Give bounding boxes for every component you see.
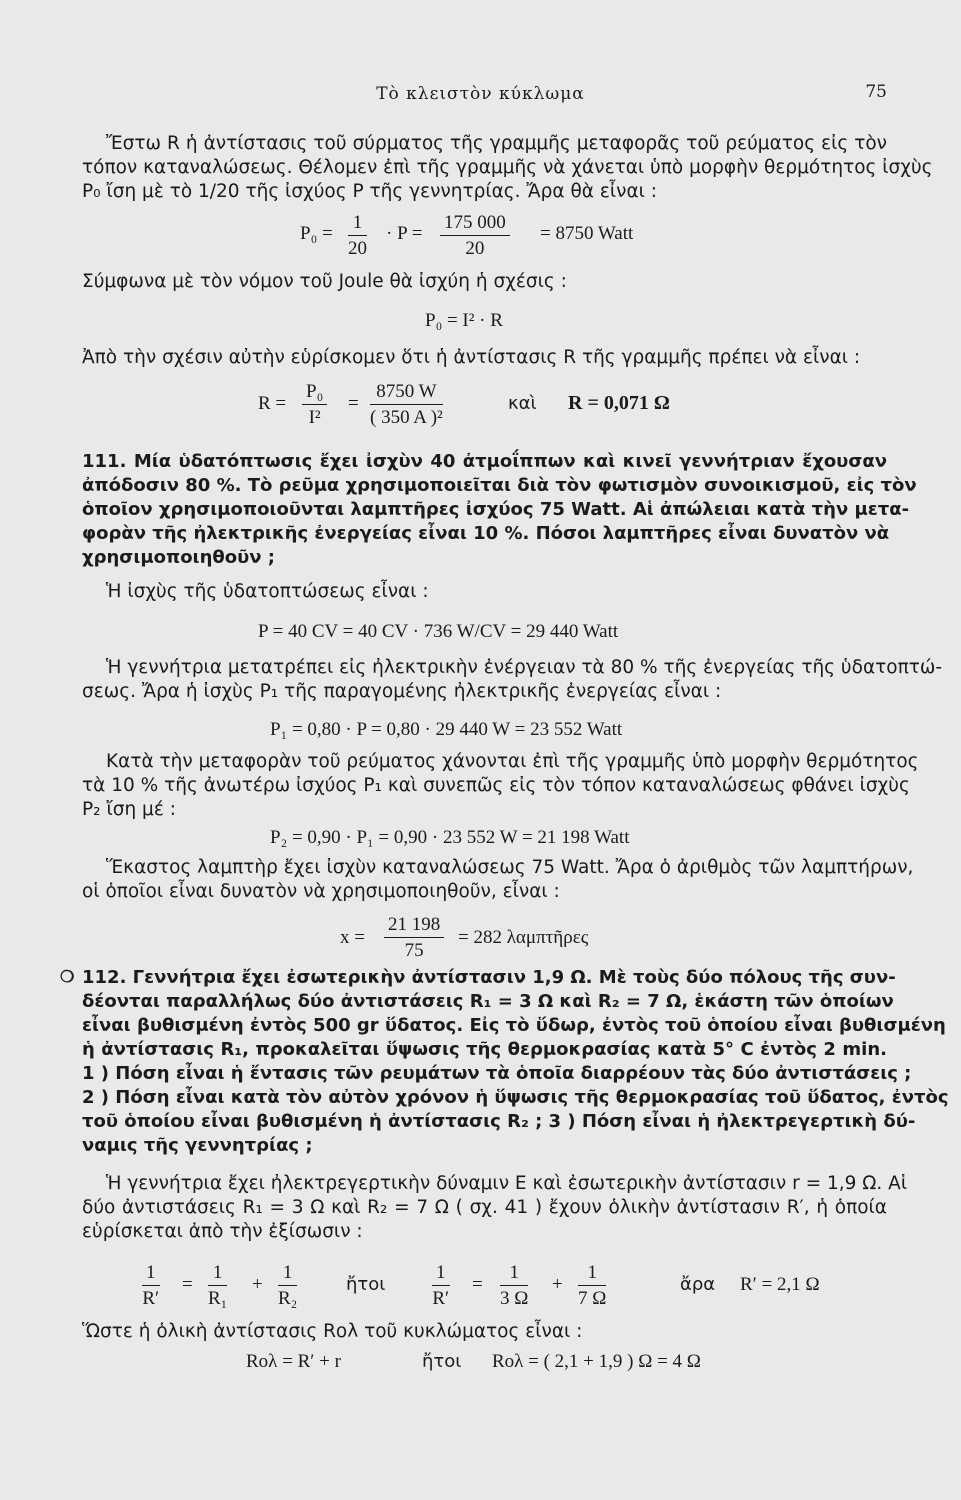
eq2: P₀ = I² · R bbox=[425, 310, 503, 331]
eq8-fraction-1 bbox=[142, 1262, 160, 1310]
eq8-f4-numerator: 1 bbox=[432, 1262, 450, 1286]
sol111-transfer-line-3: P₂ ἴση μέ : bbox=[82, 799, 176, 820]
eq8-f2-numerator: 1 bbox=[208, 1262, 227, 1286]
eq8-f6-denominator: 7 Ω bbox=[578, 1288, 607, 1309]
intro-line-1: Ἔστω R ἡ ἀντίστασις τοῦ σύρματος τῆς γραμμῆς μεταφορᾶς τοῦ ρεύματος εἰς τὸν bbox=[106, 133, 887, 154]
eq1-frac2-denominator: 20 bbox=[465, 238, 485, 259]
eq1-fraction-1 bbox=[348, 212, 367, 260]
problem-112-line-5: 1 ) Πόση εἶναι ἡ ἔντασις τῶν ρευμάτων τὰ ὁποῖα διαρρέουν τὰς δύο ἀντιστάσεις ; bbox=[82, 1063, 912, 1084]
eq8-equals-2: = bbox=[472, 1274, 483, 1295]
eq8-f2-denominator: R₁ bbox=[208, 1288, 228, 1309]
eq3-result: R = 0,071 Ω bbox=[568, 392, 670, 414]
eq8-fraction-2 bbox=[208, 1262, 227, 1310]
eq8-f5-numerator: 1 bbox=[500, 1262, 528, 1286]
eq3-fraction-2 bbox=[370, 381, 443, 429]
problem-112-line-8: ναμις τῆς γεννητρίας ; bbox=[82, 1135, 313, 1156]
sol111-transfer-line-1: Κατὰ τὴν μεταφορὰν τοῦ ρεύματος χάνονται ἐπὶ τῆς γραμμῆς ὑπὸ μορφὴν θερμότητος bbox=[106, 751, 919, 772]
problem-112-line-1: 112. Γεννήτρια ἔχει ἐσωτερικὴν ἀντίστασιν 1,9 Ω. Μὲ τοὺς δύο πόλους τῆς συν- bbox=[82, 967, 896, 988]
eq8-fraction-3 bbox=[278, 1262, 297, 1310]
eq8-plus-2: + bbox=[552, 1274, 563, 1295]
eq9-lhs: Rολ = R′ + r bbox=[246, 1351, 341, 1372]
running-header-title: Τὸ κλειστὸν κύκλωμα bbox=[376, 84, 585, 104]
eq9-itoi: ἤτοι bbox=[422, 1351, 462, 1372]
sol111-transfer-line-2: τὰ 10 % τῆς ἀνωτέρω ἰσχύος P₁ καὶ συνεπῶς εἰς τὸν τόπον καταναλώσεως φθάνει ἰσχὺς bbox=[82, 775, 910, 796]
page-number: 75 bbox=[865, 82, 887, 102]
eq1-frac2-numerator: 175 000 bbox=[440, 212, 510, 236]
problem-112-line-3: εἶναι βυθισμένη ἐντὸς 500 gr ὕδατος. Εἰς τὸ ὕδωρ, ἐντὸς τοῦ ὁποίου εἶναι βυθισμένη bbox=[82, 1015, 946, 1036]
sol111-lamps-line-1: Ἕκαστος λαμπτὴρ ἔχει ἰσχὺν καταναλώσεως 75 Watt. Ἄρα ὁ ἀριθμὸς τῶν λαμπτήρων, bbox=[106, 857, 914, 878]
joule-line: Σύμφωνα μὲ τὸν νόμον τοῦ Joule θὰ ἰσχύη ἡ σχέσις : bbox=[82, 271, 567, 292]
from-line: Ἀπὸ τὴν σχέσιν αὐτὴν εὑρίσκομεν ὅτι ἡ ἀντίστασις R τῆς γραμμῆς πρέπει νὰ εἶναι : bbox=[82, 347, 861, 368]
eq8-f5-denominator: 3 Ω bbox=[500, 1288, 529, 1309]
problem-111-line-2: ἀπόδοσιν 80 %. Τὸ ρεῦμα χρησιμοποιεῖται διὰ τὸν φωτισμὸν συνοικισμοῦ, εἰς τὸν bbox=[82, 475, 917, 496]
sol111-lamps-line-2: οἱ ὁποῖοι εἶναι δυνατὸν νὰ χρησιμοποιηθοῦν, εἶναι : bbox=[82, 881, 560, 902]
eq3-kai: καὶ bbox=[508, 393, 537, 414]
intro-line-3: P₀ ἴση μὲ τὸ 1/20 τῆς ἰσχύος P τῆς γεννητρίας. Ἄρα θὰ εἶναι : bbox=[82, 181, 658, 202]
problem-112-line-2: δέονται παραλλήλως δύο ἀντιστάσεις R₁ = 3 Ω καὶ R₂ = 7 Ω, ἑκάστη τῶν ὁποίων bbox=[82, 991, 894, 1012]
eq8-f6-numerator: 1 bbox=[578, 1262, 606, 1286]
problem-111-line-3: ὁποῖον χρησιμοποιοῦνται λαμπτῆρες ἰσχύος 75 Watt. Αἱ ἀπώλειαι κατὰ τὴν μετα- bbox=[82, 499, 910, 520]
problem-112-marker-icon: ❍ bbox=[60, 969, 75, 986]
sol111-gen-line-1: Ἡ γεννήτρια μετατρέπει εἰς ἠλεκτρικὴν ἐνέργειαν τὰ 80 % τῆς ἐνεργείας τῆς ὑδατοπτώ- bbox=[106, 657, 943, 678]
problem-111-line-5: χρησιμοποιηθοῦν ; bbox=[82, 547, 275, 568]
eq8-f3-numerator: 1 bbox=[278, 1262, 297, 1286]
eq3-fraction-1 bbox=[302, 381, 327, 429]
sol112-line-2: δύο ἀντιστάσεις R₁ = 3 Ω καὶ R₂ = 7 Ω ( σχ. 41 ) ἔχουν ὁλικὴν ἀντίστασιν R′, ἡ ὁποία bbox=[82, 1197, 887, 1218]
eq8-equals-1: = bbox=[182, 1274, 193, 1295]
problem-112-line-6: 2 ) Πόση εἶναι κατὰ τὸν αὐτὸν χρόνον ἡ ὕψωσις τῆς θερμοκρασίας τοῦ ὕδατος, ἐντὸς bbox=[82, 1087, 949, 1108]
eq1-frac1-numerator: 1 bbox=[348, 212, 367, 236]
problem-112-line-7: τοῦ ὁποίου εἶναι βυθισμένη ἡ ἀντίστασις R₂ ; 3 ) Πόση εἶναι ἡ ἠλεκτρεγερτικὴ δύ- bbox=[82, 1111, 916, 1132]
problem-111-line-4: φορὰν τῆς ἠλεκτρικῆς ἐνεργείας εἶναι 10 %. Πόσοι λαμπτῆρες εἶναι δυνατὸν νὰ bbox=[82, 523, 890, 544]
eq3-frac1-numerator: P₀ bbox=[302, 381, 327, 405]
eq5: P₁ = 0,80 · P = 0,80 · 29 440 W = 23 552 Watt bbox=[270, 719, 623, 740]
eq7-denominator: 75 bbox=[404, 940, 424, 961]
eq4: P = 40 CV = 40 CV · 736 W/CV = 29 440 Watt bbox=[258, 621, 619, 642]
eq8-plus-1: + bbox=[252, 1274, 263, 1295]
eq1-fraction-2 bbox=[440, 212, 510, 260]
eq8-f1-numerator: 1 bbox=[142, 1262, 160, 1286]
eq8-itoi: ἤτοι bbox=[346, 1274, 386, 1295]
eq8-f4-denominator: R′ bbox=[432, 1288, 450, 1309]
eq8-f1-denominator: R′ bbox=[142, 1288, 160, 1309]
eq8-ara: ἄρα bbox=[680, 1274, 716, 1295]
sol112-total-line: Ὥστε ἡ ὁλικὴ ἀντίστασις Rολ τοῦ κυκλώματος εἶναι : bbox=[82, 1321, 583, 1342]
problem-112-line-4: ἡ ἀντίστασις R₁, προκαλεῖται ὕψωσις τῆς θερμοκρασίας κατὰ 5° C ἐντὸς 2 min. bbox=[82, 1039, 887, 1060]
eq7-lhs: x = bbox=[340, 927, 365, 948]
eq3-frac2-denominator: ( 350 A )² bbox=[370, 407, 443, 428]
eq3-equals: = bbox=[348, 393, 359, 414]
intro-line-2: τόπον καταναλώσεως. Θέλομεν ἐπὶ τῆς γραμμῆς νὰ χάνεται ὑπὸ μορφὴν θερμότητος ἰσχὺς bbox=[82, 157, 933, 178]
eq3-lhs: R = bbox=[258, 393, 287, 414]
sol111-power-line: Ἡ ἰσχὺς τῆς ὑδατοπτώσεως εἶναι : bbox=[106, 581, 429, 602]
eq1-lhs: P₀ = bbox=[300, 223, 333, 244]
eq6: P₂ = 0,90 · P₁ = 0,90 · 23 552 W = 21 198 Watt bbox=[270, 827, 630, 848]
eq3-frac1-denominator: I² bbox=[308, 407, 321, 428]
sol112-line-3: εὑρίσκεται ἀπὸ τὴν ἐξίσωσιν : bbox=[82, 1221, 363, 1242]
eq8-result: R′ = 2,1 Ω bbox=[740, 1274, 820, 1295]
eq8-fraction-6 bbox=[578, 1262, 606, 1310]
eq1-rhs: = 8750 Watt bbox=[540, 223, 634, 244]
eq7-fraction bbox=[384, 914, 444, 962]
problem-111-line-1: 111. Μία ὑδατόπτωσις ἔχει ἰσχὺν 40 ἀτμοΐππων καὶ κινεῖ γεννήτριαν ἔχουσαν bbox=[82, 451, 887, 472]
eq8-fraction-5 bbox=[500, 1262, 528, 1310]
sol112-line-1: Ἡ γεννήτρια ἔχει ἠλεκτρεγερτικὴν δύναμιν E καὶ ἐσωτερικὴν ἀντίστασιν r = 1,9 Ω. Αἱ bbox=[106, 1173, 908, 1194]
eq9-rhs: Rολ = ( 2,1 + 1,9 ) Ω = 4 Ω bbox=[492, 1351, 701, 1372]
eq1-frac1-denominator: 20 bbox=[348, 238, 367, 259]
eq7-rhs: = 282 λαμπτῆρες bbox=[458, 927, 589, 948]
eq7-numerator: 21 198 bbox=[384, 914, 444, 938]
eq3-frac2-numerator: 8750 W bbox=[370, 381, 443, 405]
sol111-gen-line-2: σεως. Ἄρα ἡ ἰσχὺς P₁ τῆς παραγομένης ἠλεκτρικῆς ἐνεργείας εἶναι : bbox=[82, 681, 722, 702]
eq8-f3-denominator: R₂ bbox=[278, 1288, 298, 1309]
eq8-fraction-4 bbox=[432, 1262, 450, 1310]
eq1-mid: · P = bbox=[386, 223, 423, 244]
